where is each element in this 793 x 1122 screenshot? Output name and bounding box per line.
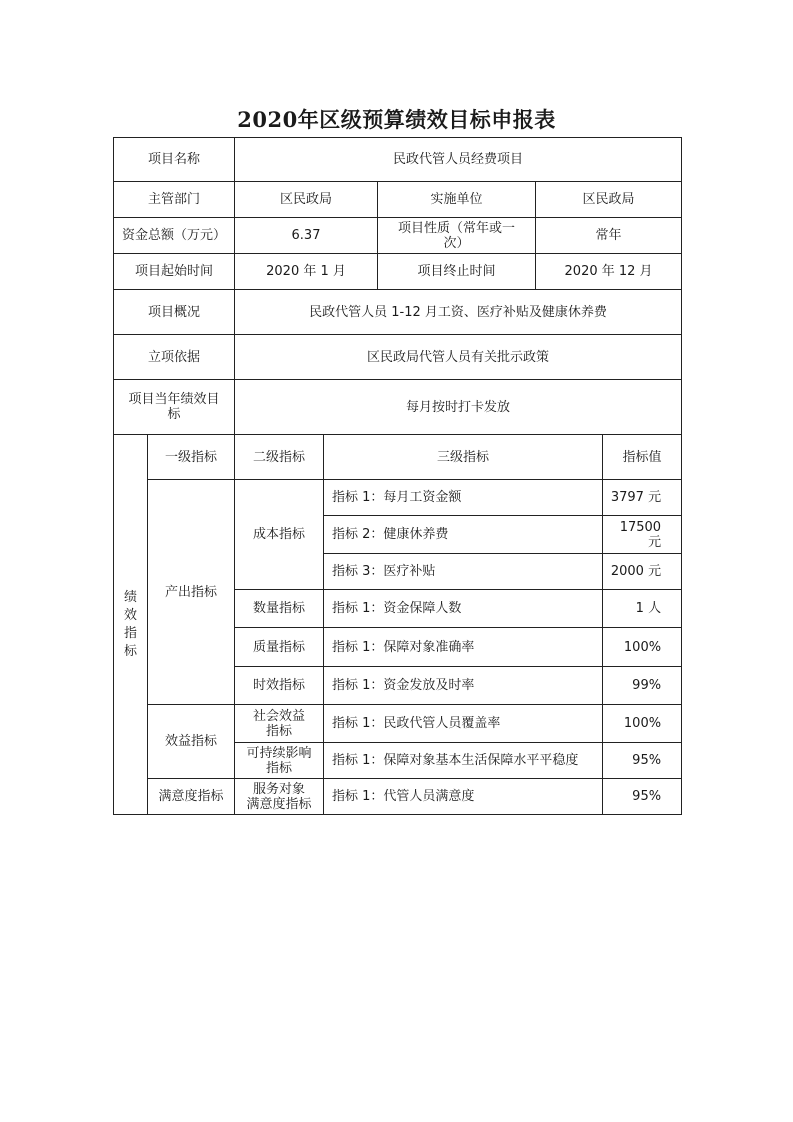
service-label: 服务对象 满意度指标 [235, 779, 324, 815]
benefit-label: 效益指标 [148, 705, 235, 779]
table-row [114, 779, 682, 815]
indicator-text: 指标 1：保障对象基本生活保障水平平稳度 [324, 743, 603, 779]
basis-label: 立项依据 [114, 335, 235, 380]
table-row [114, 290, 682, 335]
dept-label: 主管部门 [114, 182, 235, 218]
indicator-text: 指标 1：资金发放及时率 [324, 667, 603, 705]
quantity-label: 数量指标 [235, 590, 324, 628]
indicator-value: 100% [603, 628, 682, 667]
indicator-text: 指标 1：每月工资金额 [324, 480, 603, 516]
fund-value: 6.37 [235, 218, 378, 254]
indicator-text: 指标 1：民政代管人员覆盖率 [324, 705, 603, 743]
goal-value: 每月按时打卡发放 [235, 380, 682, 435]
start-value: 2020 年 1 月 [235, 254, 378, 290]
header-level1: 一级指标 [148, 435, 235, 480]
overview-value: 民政代管人员 1-12 月工资、医疗补贴及健康休养费 [235, 290, 682, 335]
table-row [114, 380, 682, 435]
indicator-value: 100% [603, 705, 682, 743]
table-row [114, 138, 682, 182]
indicator-value: 95% [603, 743, 682, 779]
fund-label: 资金总额（万元） [114, 218, 235, 254]
table-row [114, 218, 682, 254]
nature-value: 常年 [536, 218, 682, 254]
output-label: 产出指标 [148, 480, 235, 705]
project-name-label: 项目名称 [114, 138, 235, 182]
satisfaction-label: 满意度指标 [148, 779, 235, 815]
indicator-value: 99% [603, 667, 682, 705]
project-name-value: 民政代管人员经费项目 [235, 138, 682, 182]
nature-label-line1: 项目性质（常年或一 [398, 220, 516, 236]
goal-label [114, 380, 235, 435]
indicator-value: 17500 元 [603, 516, 682, 554]
header-value: 指标值 [603, 435, 682, 480]
budget-performance-table [113, 137, 682, 815]
table-row [114, 435, 682, 480]
nature-label-line2: 次） [443, 235, 470, 251]
start-label: 项目起始时间 [114, 254, 235, 290]
page-title: 2020年区级预算绩效目标申报表 [237, 107, 556, 132]
cost-label: 成本指标 [235, 480, 324, 590]
indicators-section-label: 绩 效 指 标 [114, 435, 148, 815]
header-level2: 二级指标 [235, 435, 324, 480]
goal-label-line2: 标 [167, 407, 181, 422]
indicator-value: 3797 元 [603, 480, 682, 516]
unit-value: 区民政局 [536, 182, 682, 218]
header-level3: 三级指标 [324, 435, 603, 480]
indicator-text: 指标 1：保障对象准确率 [324, 628, 603, 667]
nature-label [378, 218, 536, 254]
end-value: 2020 年 12 月 [536, 254, 682, 290]
indicator-value: 95% [603, 779, 682, 815]
goal-label-line1: 项目当年绩效目 [128, 392, 220, 407]
end-label: 项目终止时间 [378, 254, 536, 290]
table-row [114, 480, 682, 516]
indicator-text: 指标 1：代管人员满意度 [324, 779, 603, 815]
table-row [114, 705, 682, 743]
table-row [114, 254, 682, 290]
social-label: 社会效益 指标 [235, 705, 324, 743]
table-row [114, 182, 682, 218]
dept-value: 区民政局 [235, 182, 378, 218]
indicator-value: 2000 元 [603, 554, 682, 590]
quality-label: 质量指标 [235, 628, 324, 667]
table-row [114, 335, 682, 380]
indicator-text: 指标 1：资金保障人数 [324, 590, 603, 628]
sustain-label: 可持续影响 指标 [235, 743, 324, 779]
overview-label: 项目概况 [114, 290, 235, 335]
indicator-text: 指标 2：健康休养费 [324, 516, 603, 554]
timeliness-label: 时效指标 [235, 667, 324, 705]
unit-label: 实施单位 [378, 182, 536, 218]
basis-value: 区民政局代管人员有关批示政策 [235, 335, 682, 380]
indicator-value: 1 人 [603, 590, 682, 628]
indicator-text: 指标 3：医疗补贴 [324, 554, 603, 590]
